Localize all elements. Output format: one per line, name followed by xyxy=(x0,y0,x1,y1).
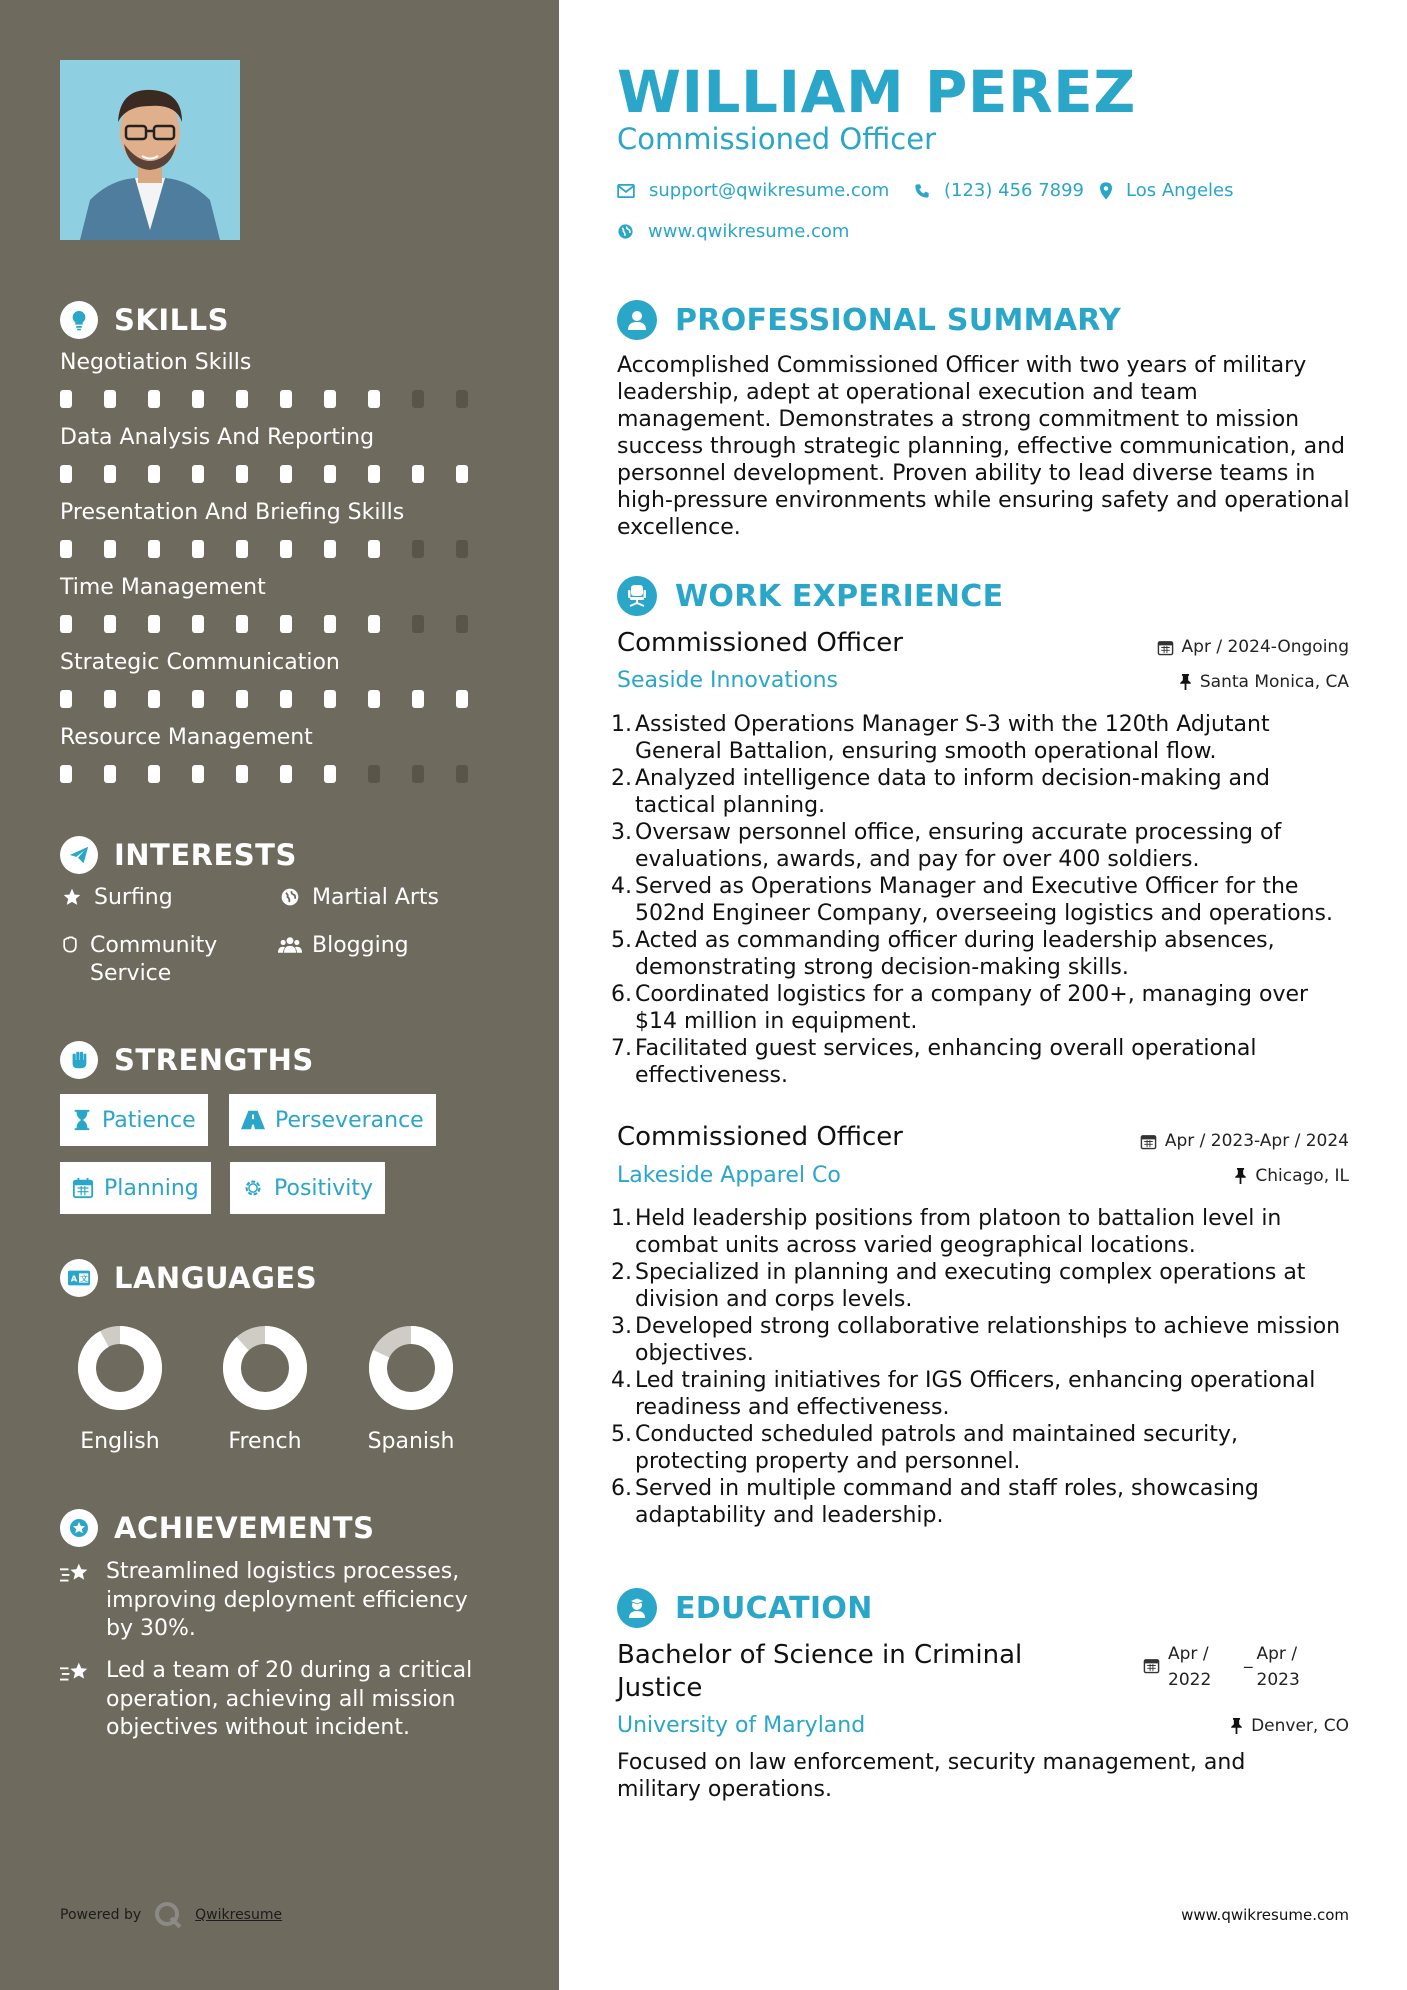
rating-dot-filled xyxy=(324,540,336,558)
pushpin-icon xyxy=(1179,674,1192,690)
email-contact[interactable]: support@qwikresume.com xyxy=(617,180,889,201)
rating-dot-empty xyxy=(412,615,424,633)
user-icon xyxy=(617,300,657,340)
achievement-item: Streamlined logistics processes, improving deployment efficiency by 30%. xyxy=(60,1558,500,1644)
job-bullet xyxy=(611,765,1356,819)
star-burst-icon xyxy=(60,1558,92,1644)
language-item xyxy=(346,1325,476,1454)
job-bullet xyxy=(611,1313,1356,1367)
rating-dot-filled xyxy=(192,765,204,783)
rating-dot-filled xyxy=(104,615,116,633)
rating-dot-empty xyxy=(412,390,424,408)
job-bullet xyxy=(611,1259,1356,1313)
bullet-text: Developed strong collaborative relationships to achieve mission objectives. xyxy=(635,1314,1341,1366)
skill-name: Data Analysis And Reporting xyxy=(60,425,375,450)
rating-dot-filled xyxy=(280,540,292,558)
job-bullets xyxy=(611,1205,1356,1529)
rating-dot-filled xyxy=(192,615,204,633)
rating-dot-filled xyxy=(280,465,292,483)
skill-item xyxy=(60,575,500,633)
job-bullet xyxy=(611,711,1356,765)
bullet-number: 2. xyxy=(611,766,632,791)
skill-rating xyxy=(60,465,500,483)
globe-icon xyxy=(617,223,634,240)
pushpin-icon xyxy=(1234,1168,1247,1184)
date-separator: _ xyxy=(1244,1649,1253,1669)
bullet-text: Conducted scheduled patrols and maintained security, protecting property and personnel. xyxy=(635,1422,1238,1474)
rating-dot-filled xyxy=(60,465,72,483)
rating-dot-filled xyxy=(324,465,336,483)
language-name: French xyxy=(228,1429,302,1454)
job-bullet xyxy=(611,873,1356,927)
bullet-text: Acted as commanding officer during leadership absences, demonstrating strong decision-making skills. xyxy=(635,928,1275,980)
rating-dot-filled xyxy=(324,690,336,708)
fist-icon xyxy=(60,1041,98,1079)
skill-name: Negotiation Skills xyxy=(60,350,252,375)
bullet-number: 6. xyxy=(611,982,632,1007)
rating-dot-filled xyxy=(192,540,204,558)
bullet-number: 2. xyxy=(611,1260,632,1285)
bullet-text: Coordinated logistics for a company of 200+, managing over $14 million in equipment. xyxy=(635,982,1309,1034)
calendar-icon xyxy=(1157,639,1174,656)
hourglass-icon xyxy=(72,1109,92,1131)
rating-dot-filled xyxy=(192,465,204,483)
school-name: University of Maryland xyxy=(617,1713,866,1738)
language-level-ring xyxy=(222,1325,308,1411)
rating-dot-filled xyxy=(148,390,160,408)
phone-icon xyxy=(914,183,930,199)
powered-by-label: Powered by xyxy=(60,1907,142,1923)
rating-dot-empty xyxy=(456,615,468,633)
interest-item: Surfing xyxy=(60,884,173,912)
bullet-text: Led training initiatives for IGS Officers, enhancing operational readiness and effectiveness. xyxy=(635,1368,1316,1420)
languages-heading: A 文 LANGUAGES xyxy=(60,1259,317,1297)
rating-dot-filled xyxy=(324,390,336,408)
calendar-icon xyxy=(72,1177,94,1199)
rating-dot-filled xyxy=(192,390,204,408)
bullet-text: Served as Operations Manager and Executive Officer for the 502nd Engineer Company, overseeing logistics and operations. xyxy=(635,874,1333,926)
rating-dot-filled xyxy=(148,690,160,708)
rating-dot-filled xyxy=(148,465,160,483)
powered-by xyxy=(60,1900,282,1930)
qwikresume-logo-icon xyxy=(153,1900,183,1930)
calendar-icon xyxy=(1140,1133,1157,1150)
website-contact[interactable]: www.qwikresume.com xyxy=(617,221,849,242)
company-name: Lakeside Apparel Co xyxy=(617,1163,841,1188)
bullet-text: Assisted Operations Manager S-3 with the 120th Adjutant General Battalion, ensuring smooth operational flow. xyxy=(635,712,1270,764)
rating-dot-filled xyxy=(60,390,72,408)
rating-dot-filled xyxy=(280,390,292,408)
star-burst-icon xyxy=(60,1657,92,1743)
skill-rating xyxy=(60,615,500,633)
language-item xyxy=(55,1325,185,1454)
skill-rating xyxy=(60,765,500,783)
profile-photo xyxy=(60,60,240,240)
interest-item: Community Service xyxy=(60,932,250,988)
lightbulb-icon xyxy=(60,301,98,339)
rating-dot-filled xyxy=(280,615,292,633)
rating-dot-filled xyxy=(280,690,292,708)
education-location: Denver, CO xyxy=(1230,1716,1349,1736)
skill-rating xyxy=(60,690,500,708)
rating-dot-filled xyxy=(236,465,248,483)
strength-tag: Patience xyxy=(60,1094,208,1146)
bullet-text: Held leadership positions from platoon to battalion level in combat units across varied geographical locations. xyxy=(635,1206,1282,1258)
trophy-star-icon xyxy=(60,1509,98,1547)
rating-dot-filled xyxy=(148,615,160,633)
bullet-number: 4. xyxy=(611,1368,632,1393)
calendar-icon xyxy=(1143,1641,1160,1693)
bullet-text: Specialized in planning and executing complex operations at division and corps levels. xyxy=(635,1260,1306,1312)
job-title: Commissioned Officer xyxy=(617,628,903,658)
paper-plane-icon xyxy=(60,836,98,874)
achievement-item: Led a team of 20 during a critical operation, achieving all mission objectives without incident. xyxy=(60,1657,500,1743)
bullet-number: 4. xyxy=(611,874,632,899)
skill-rating xyxy=(60,540,500,558)
skills-heading: SKILLS xyxy=(60,301,229,339)
job-bullet xyxy=(611,1205,1356,1259)
job-bullet xyxy=(611,927,1356,981)
rating-dot-empty xyxy=(412,765,424,783)
rating-dot-filled xyxy=(60,540,72,558)
skill-item xyxy=(60,650,500,708)
skill-name: Time Management xyxy=(60,575,266,600)
rating-dot-filled xyxy=(60,615,72,633)
bullet-number: 1. xyxy=(611,712,632,737)
office-chair-icon xyxy=(617,576,657,616)
skill-item xyxy=(60,425,500,483)
rating-dot-filled xyxy=(104,690,116,708)
rating-dot-filled xyxy=(104,465,116,483)
svg-text:文: 文 xyxy=(80,1274,89,1284)
strengths-heading: STRENGTHS xyxy=(60,1041,314,1079)
star-icon xyxy=(60,884,84,907)
rating-dot-empty xyxy=(456,390,468,408)
job-bullet xyxy=(611,1035,1356,1089)
rating-dot-filled xyxy=(236,390,248,408)
language-level-ring xyxy=(77,1325,163,1411)
rating-dot-filled xyxy=(104,765,116,783)
job-bullet xyxy=(611,1367,1356,1421)
bullet-text: Facilitated guest services, enhancing overall operational effectiveness. xyxy=(635,1036,1257,1088)
language-name: Spanish xyxy=(367,1429,455,1454)
map-pin-icon xyxy=(1100,182,1112,200)
rating-dot-filled xyxy=(324,765,336,783)
rating-dot-filled xyxy=(60,690,72,708)
globe-icon xyxy=(278,884,302,907)
rating-dot-filled xyxy=(192,690,204,708)
candidate-name: WILLIAM PEREZ xyxy=(617,58,1136,126)
rating-dot-filled xyxy=(368,690,380,708)
ring-fill xyxy=(232,1335,298,1401)
education-start: Apr / 2022 xyxy=(1168,1644,1212,1690)
achievements-heading: ACHIEVEMENTS xyxy=(60,1509,374,1547)
education-heading: EDUCATION xyxy=(617,1588,873,1628)
rating-dot-filled xyxy=(412,690,424,708)
rating-dot-filled xyxy=(236,690,248,708)
gear-icon xyxy=(242,1177,264,1199)
skill-name: Resource Management xyxy=(60,725,313,750)
rating-dot-empty xyxy=(412,540,424,558)
interests-heading: INTERESTS xyxy=(60,836,297,874)
pushpin-icon xyxy=(1230,1718,1243,1734)
job-bullet xyxy=(611,1421,1356,1475)
skill-name: Presentation And Briefing Skills xyxy=(60,500,405,525)
job-location: Santa Monica, CA xyxy=(1179,672,1349,692)
rating-dot-empty xyxy=(456,540,468,558)
rating-dot-filled xyxy=(368,390,380,408)
education-end: Apr / 2023 xyxy=(1256,1644,1300,1690)
language-icon xyxy=(60,1259,98,1297)
rating-dot-empty xyxy=(368,765,380,783)
job-dates: Apr / 2023-Apr / 2024 xyxy=(1140,1131,1349,1151)
skill-name: Strategic Communication xyxy=(60,650,340,675)
rating-dot-filled xyxy=(280,765,292,783)
bullet-text: Oversaw personnel office, ensuring accurate processing of evaluations, awards, and pay for over 400 soldiers. xyxy=(635,820,1282,872)
users-icon xyxy=(278,932,302,955)
summary-heading: PROFESSIONAL SUMMARY xyxy=(617,300,1121,340)
ring-fill xyxy=(87,1335,153,1401)
rating-dot-filled xyxy=(148,765,160,783)
bullet-number: 7. xyxy=(611,1036,632,1061)
bullet-text: Served in multiple command and staff roles, showcasing adaptability and leadership. xyxy=(635,1476,1259,1528)
summary-text: Accomplished Commissioned Officer with two years of military leadership, adept at operational execution and team management. Demonstrates a strong commitment to mission success through strategic planning, effective communication, and personnel development. Proven ability to lead diverse teams in high-pressure environments while ensuring safety and operational excellence. xyxy=(617,353,1350,540)
education-dates xyxy=(1143,1641,1313,1693)
language-name: English xyxy=(80,1429,160,1454)
job-bullet xyxy=(611,819,1356,873)
job-bullet xyxy=(611,981,1356,1035)
envelope-icon xyxy=(617,184,635,198)
svg-text:A: A xyxy=(70,1273,78,1284)
job-title: Commissioned Officer xyxy=(617,1122,903,1152)
strength-tag: Perseverance xyxy=(229,1094,436,1146)
rating-dot-filled xyxy=(236,540,248,558)
candidate-role: Commissioned Officer xyxy=(617,122,936,156)
language-level-ring xyxy=(368,1325,454,1411)
language-item xyxy=(200,1325,330,1454)
interest-item: Martial Arts xyxy=(278,884,439,912)
hand-icon xyxy=(60,932,80,955)
road-icon xyxy=(241,1110,265,1130)
degree-title: Bachelor of Science in Criminal Justice xyxy=(617,1640,1023,1703)
rating-dot-filled xyxy=(368,540,380,558)
job-dates: Apr / 2024-Ongoing xyxy=(1157,637,1349,657)
bullet-number: 3. xyxy=(611,1314,632,1339)
bullet-number: 5. xyxy=(611,928,632,953)
strength-tag: Positivity xyxy=(230,1162,385,1214)
company-name: Seaside Innovations xyxy=(617,668,838,693)
job-bullets xyxy=(611,711,1356,1089)
sidebar xyxy=(0,0,559,1990)
rating-dot-filled xyxy=(456,465,468,483)
skill-item xyxy=(60,500,500,558)
rating-dot-filled xyxy=(104,390,116,408)
location-contact: Los Angeles xyxy=(1100,180,1234,201)
skill-item xyxy=(60,350,500,408)
bullet-number: 1. xyxy=(611,1206,632,1231)
qwikresume-link[interactable]: Qwikresume xyxy=(195,1907,283,1923)
interest-item: Blogging xyxy=(278,932,409,960)
job-location: Chicago, IL xyxy=(1234,1166,1349,1186)
bullet-number: 6. xyxy=(611,1476,632,1501)
graduate-icon xyxy=(617,1588,657,1628)
rating-dot-filled xyxy=(324,615,336,633)
education-description: Focused on law enforcement, security management, and military operations. xyxy=(617,1750,1246,1802)
rating-dot-empty xyxy=(456,765,468,783)
rating-dot-filled xyxy=(236,615,248,633)
skill-item xyxy=(60,725,500,783)
skill-rating xyxy=(60,390,500,408)
rating-dot-filled xyxy=(148,540,160,558)
rating-dot-filled xyxy=(412,465,424,483)
bullet-number: 3. xyxy=(611,820,632,845)
footer-website[interactable]: www.qwikresume.com xyxy=(1181,1906,1349,1924)
bullet-number: 5. xyxy=(611,1422,632,1447)
phone-contact[interactable]: (123) 456 7899 xyxy=(914,180,1084,201)
job-bullet xyxy=(611,1475,1356,1529)
rating-dot-filled xyxy=(368,615,380,633)
rating-dot-filled xyxy=(368,465,380,483)
rating-dot-filled xyxy=(456,690,468,708)
bullet-text: Analyzed intelligence data to inform decision-making and tactical planning. xyxy=(635,766,1270,818)
rating-dot-filled xyxy=(60,765,72,783)
rating-dot-filled xyxy=(104,540,116,558)
experience-heading: WORK EXPERIENCE xyxy=(617,576,1003,616)
strength-tag: Planning xyxy=(60,1162,211,1214)
rating-dot-filled xyxy=(236,765,248,783)
